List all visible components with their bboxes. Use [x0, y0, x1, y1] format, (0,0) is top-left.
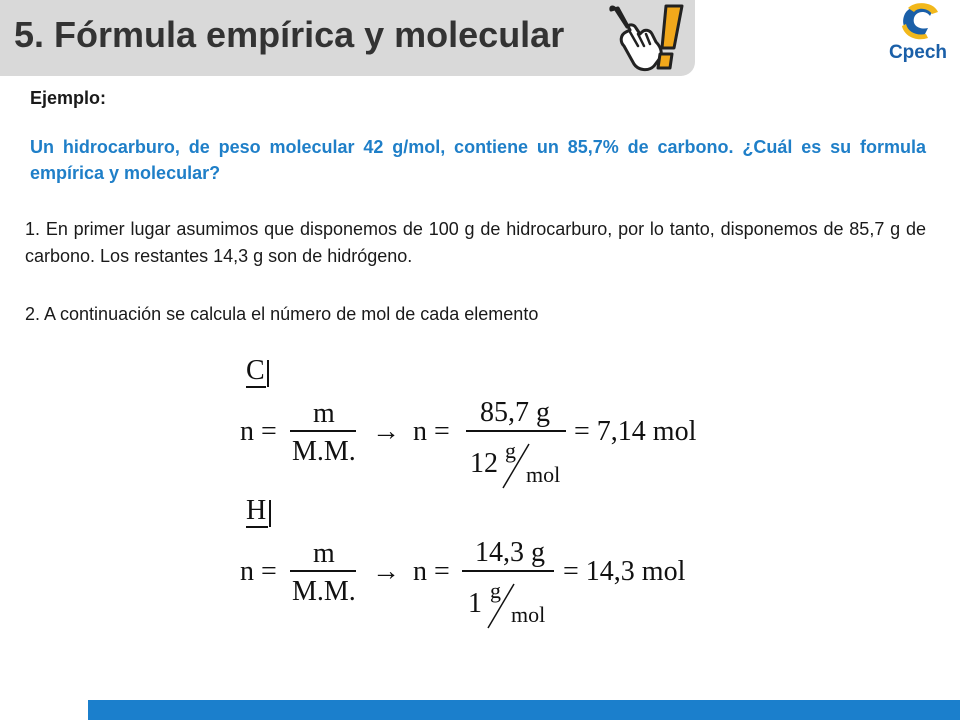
carbon-label-bar [267, 360, 269, 387]
carbon-n-equals: n = [240, 416, 277, 447]
hydrogen-label-bar [269, 500, 271, 527]
carbon-n-equals-2: n = [413, 416, 450, 447]
hydrogen-n-equals-2: n = [413, 556, 450, 587]
carbon-molar-mass-symbol: M.M. [292, 436, 356, 467]
hydrogen-unit-mol: mol [511, 602, 546, 627]
carbon-unit-mol: mol [526, 462, 561, 487]
carbon-arrow: → [372, 416, 400, 447]
carbon-mass-symbol: m [313, 398, 335, 429]
carbon-molar-mass-value: 12 [470, 448, 498, 479]
problem-statement: Un hidrocarburo, de peso molecular 42 g/mol, contiene un 85,7% de carbono. ¿Cuál es su formula empírica y molecular? [30, 137, 926, 183]
carbon-unit-g: g [505, 438, 516, 463]
carbon-element-label: C [246, 355, 265, 386]
hydrogen-fraction-line [290, 570, 356, 572]
hydrogen-mass-value: 14,3 g [475, 537, 545, 568]
hydrogen-unit-g: g [490, 578, 501, 603]
page-title: 5. Fórmula empírica y molecular [14, 14, 565, 55]
hydrogen-n-equals: n = [240, 556, 277, 587]
carbon-mass-value: 85,7 g [480, 397, 550, 428]
hydrogen-label-underline [246, 526, 268, 528]
hydrogen-arrow: → [372, 556, 400, 587]
step-2-text: 2. A continuación se calcula el número de mol de cada elemento [25, 304, 539, 324]
hydrogen-result: = 14,3 mol [563, 556, 686, 587]
hydrogen-main-fraction-line [462, 570, 554, 572]
carbon-fraction-line [290, 430, 356, 432]
cpech-logo [882, 2, 954, 68]
hydrogen-molar-mass-value: 1 [468, 588, 482, 619]
hydrogen-element-label: H [246, 495, 267, 526]
title-bar [0, 0, 695, 76]
footer-bar [88, 700, 960, 720]
pointing-hand-exclamation-icon [608, 2, 688, 74]
carbon-main-fraction-line [466, 430, 566, 432]
hydrogen-molar-mass-symbol: M.M. [292, 576, 356, 607]
example-label: Ejemplo: [30, 88, 107, 108]
hydrogen-mass-symbol: m [313, 538, 335, 569]
carbon-result: = 7,14 mol [574, 416, 697, 447]
logo-text: Cpech [888, 42, 948, 63]
carbon-label-underline [246, 386, 266, 388]
cpech-logo-icon [882, 2, 954, 46]
step-1-text: 1. En primer lugar asumimos que disponemos de 100 g de hidrocarburo, por lo tanto, disponemos de 85,7 g de carbono. Los restantes 14,3 g son de hidrógeno. [25, 219, 926, 266]
